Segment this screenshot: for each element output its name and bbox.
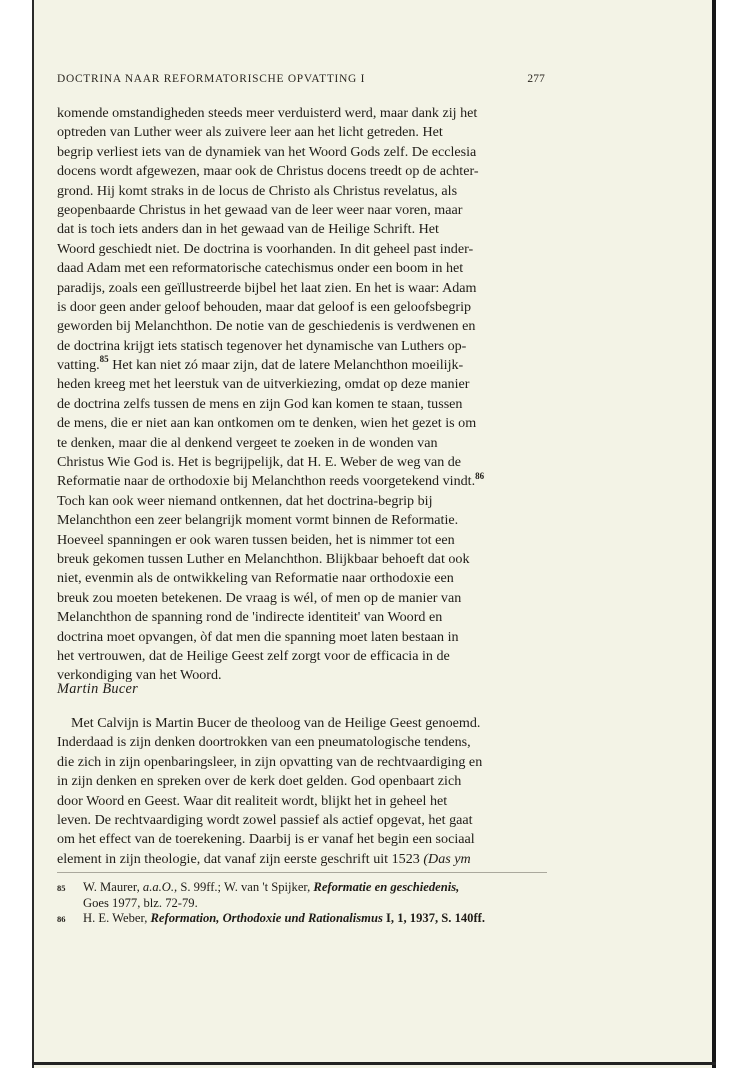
text-line: Woord geschiedt niet. De doctrina is voorhanden. In dit geheel past inder-	[57, 240, 474, 257]
text-line: docens wordt afgewezen, maar ook de Christus docens treedt op de achter-	[57, 163, 479, 180]
section-heading: Martin Bucer	[57, 681, 139, 697]
paragraph-2	[57, 714, 547, 869]
footnote-ref-85: 85	[99, 354, 109, 365]
text-line: komende omstandigheden steeds meer verduisterd werd, maar dank zij het	[57, 105, 478, 121]
text-line: Christus Wie God is. Het is begrijpelijk, dat H. E. Weber de weg van de	[57, 454, 462, 471]
page-right-edge	[712, 0, 716, 1068]
running-title: DOCTRINA NAAR REFORMATORISCHE OPVATTING I	[57, 73, 366, 85]
text-line: Inderdaad is zijn denken doortrokken van een pneumatologische tendens,	[57, 734, 471, 751]
text-line: het vertrouwen, dat de Heilige Geest zelf zorgt voor de efficacia in de	[57, 647, 450, 664]
text-line: paradijs, zoals een geïllustreerde bijbel het laat zien. En het is waar: Adam	[57, 279, 477, 296]
footnote-mark: 85	[57, 883, 66, 893]
text-line: Hoeveel spanningen er ook waren tussen beiden, het is nimmer tot een	[57, 531, 455, 548]
footnote-86	[57, 911, 547, 928]
text-line: om het effect van de toerekening. Daarbij is er vanaf het begin een sociaal	[57, 831, 475, 848]
text-line: optreden van Luther weer als zuivere leer aan het licht getreden. Het	[57, 124, 443, 141]
page-left-edge	[32, 0, 34, 1068]
text-line: grond. Hij komt straks in de locus de Christo als Christus revelatus, als	[57, 182, 458, 199]
text-line: Met Calvijn is Martin Bucer de theoloog van de Heilige Geest genoemd.	[71, 715, 481, 731]
page-number: 277	[527, 73, 545, 85]
text-line: geopenbaarde Christus in het gewaad van de leer weer naar voren, maar	[57, 201, 463, 218]
text-line: daad Adam met een reformatorische catechismus onder een boom in het	[57, 260, 464, 277]
footnote-85	[57, 880, 547, 911]
text-line: geworden bij Melanchthon. De notie van de geschiedenis is verdwenen en	[57, 318, 476, 335]
text-line: door Woord en Geest. Waar dit realiteit wordt, blijkt het in geheel het	[57, 792, 448, 809]
text-line: doctrina moet opvangen, òf dat men die spanning moet laten bestaan in	[57, 628, 459, 645]
running-header	[57, 73, 545, 85]
text-line: Melanchthon de spanning rond de 'indirecte identiteit' van Woord en	[57, 609, 443, 626]
text-line: de doctrina zelfs tussen de mens en zijn God kan komen te staan, tussen	[57, 395, 463, 412]
text-line: Toch kan ook weer niemand ontkennen, dat het doctrina-begrip bij	[57, 492, 433, 509]
text-line: breuk zou moeten betekenen. De vraag is wél, of men op de manier van	[57, 589, 462, 606]
text-line: de doctrina krijgt iets statisch tegenover het dynamische van Luthers op-	[57, 337, 467, 354]
text-line: breuk gekomen tussen Luther en Melanchthon. Blijkbaar behoeft dat ook	[57, 550, 470, 567]
footnote-rule	[57, 872, 547, 873]
page-bottom-edge	[32, 1062, 716, 1065]
text-line: te denken, maar die al denkend vergeet te zoeken in de wonden van	[57, 434, 438, 451]
text-line: element in zijn theologie, dat vanaf zijn eerste geschrift uit 1523 (Das ym	[57, 850, 471, 867]
paragraph-1	[57, 104, 547, 686]
footnote-mark: 86	[57, 914, 66, 924]
text-line: dat is toch iets anders dan in het gewaad van de Heilige Schrift. Het	[57, 221, 439, 238]
text-line: leven. De rechtvaardiging wordt zowel passief als actief opgevat, het gaat	[57, 811, 473, 828]
footnote-ref-86: 86	[475, 470, 485, 481]
footnote-line: Goes 1977, blz. 72-79.	[83, 895, 198, 910]
text-line: is door geen ander geloof behouden, maar dat geloof is een geloofsbegrip	[57, 298, 472, 315]
text-line: niet, evenmin als de ontwikkeling van Reformatie naar orthodoxie een	[57, 570, 454, 587]
text-line: heden kreeg met het leerstuk van de uitverkiezing, omdat op deze manier	[57, 376, 470, 393]
text-line: begrip verliest iets van de dynamiek van het Woord Gods zelf. De ecclesia	[57, 143, 477, 160]
text-line: in zijn denken en spreken over de kerk doet gelden. God openbaart zich	[57, 773, 462, 790]
text-line: Melanchthon een zeer belangrijk moment vormt binnen de Reformatie.	[57, 512, 459, 529]
text-line: de mens, die er niet aan kan ontkomen om te denken, wien het gezet is om	[57, 415, 477, 432]
text-line: verkondiging van het Woord.	[57, 667, 222, 684]
text-line: vatting.$^{85}$ Het kan niet zó maar zijn, dat de latere Melanchthon moeilijk-	[57, 354, 464, 374]
footnote-line: W. Maurer, a.a.O., S. 99ff.; W. van 't Spijker, Reformatie en geschiedenis,	[83, 880, 460, 894]
text-line: Reformatie naar de orthodoxie bij Melanchthon reeds voorgetekend vindt.$^{86}$	[57, 470, 485, 490]
text-line: die zich in zijn openbaringsleer, in zijn opvatting van de rechtvaardiging en	[57, 753, 483, 770]
footnote-line: H. E. Weber, Reformation, Orthodoxie und Rationalismus I, 1, 1937, S. 140ff.	[83, 911, 486, 925]
footnotes	[57, 880, 547, 928]
